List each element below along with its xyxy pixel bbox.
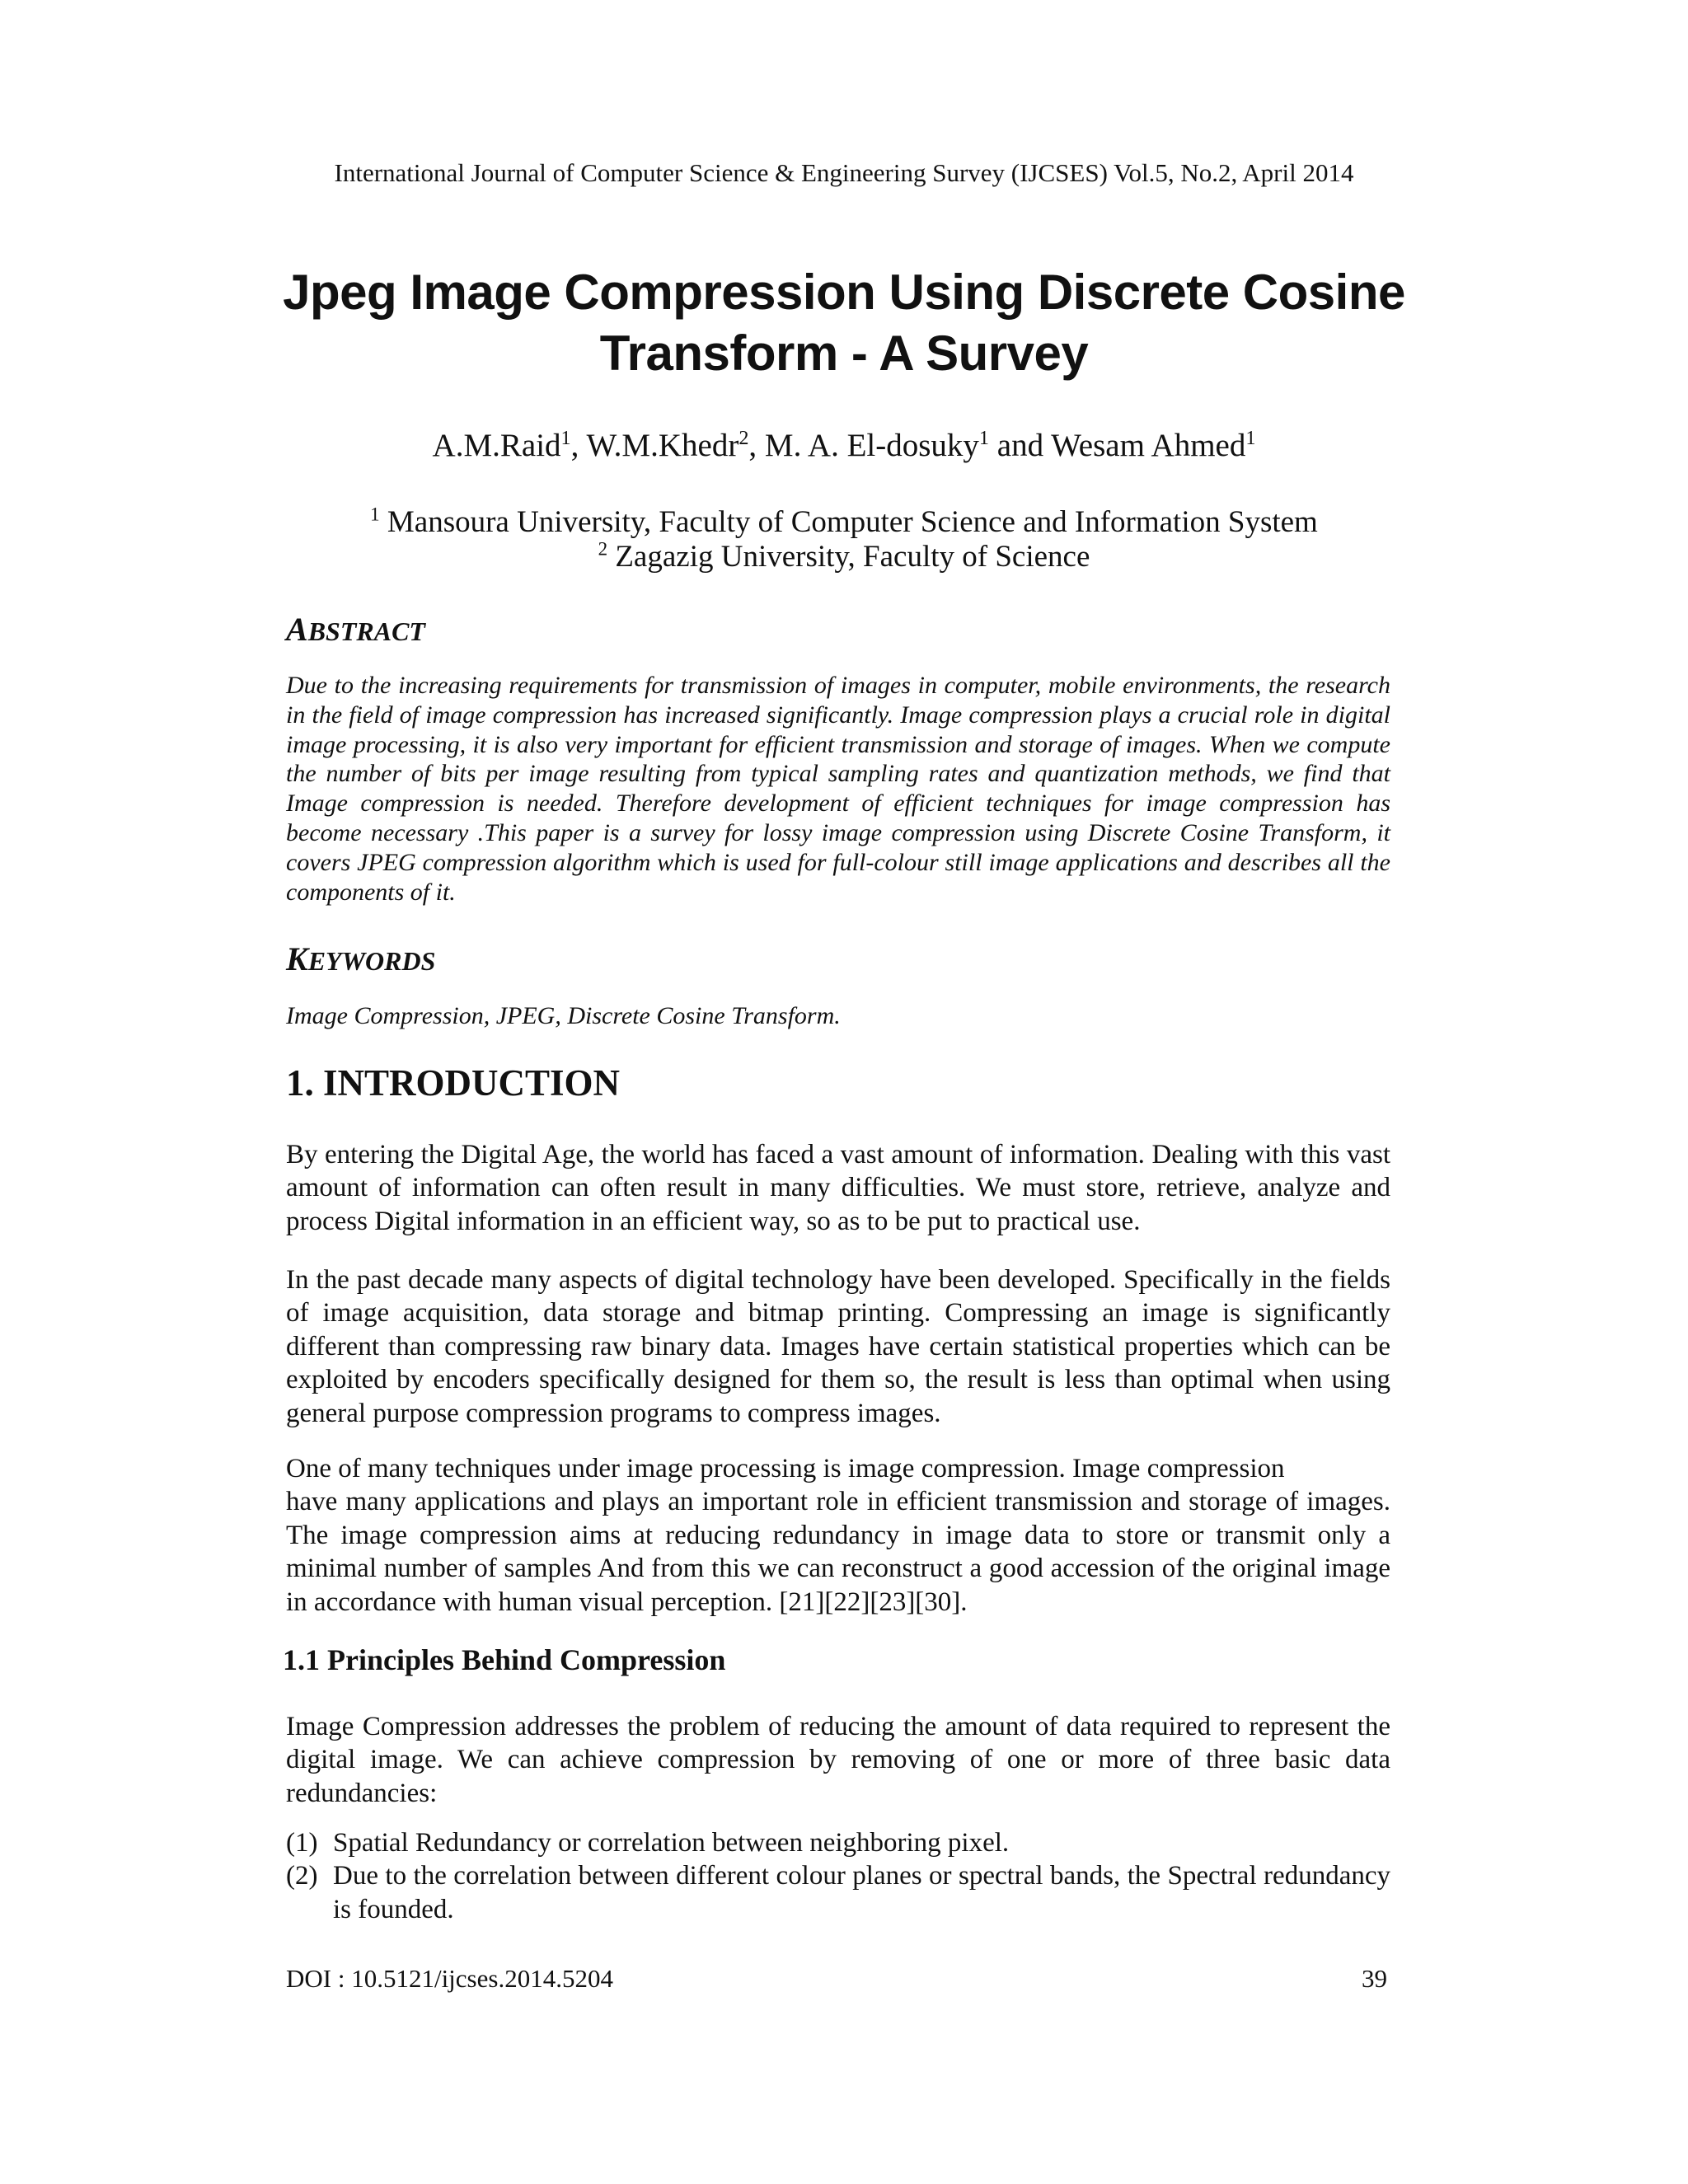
- page-number: 39: [1362, 1964, 1387, 1993]
- author-name: W.M.Khedr: [586, 428, 739, 463]
- intro-paragraph-3: [286, 1452, 1390, 1619]
- list-item: [286, 1859, 1390, 1926]
- affiliation-mark: 2: [598, 538, 608, 560]
- doi-footer: DOI : 10.5121/ijcses.2014.5204: [286, 1964, 613, 1993]
- author-separator: and: [989, 428, 1052, 463]
- author-name: A.M.Raid: [432, 428, 561, 463]
- author-affiliation-mark: 2: [738, 427, 749, 449]
- list-text: Spatial Redundancy or correlation between neighboring pixel.: [333, 1828, 1010, 1858]
- affiliation-1: [0, 504, 1688, 540]
- keywords-text: Image Compression, JPEG, Discrete Cosine Transform.: [286, 1002, 841, 1029]
- abstract-heading: ABSTRACT: [286, 611, 425, 648]
- intro-paragraph-2: In the past decade many aspects of digital technology have been developed. Specifically in the fields of image acquisition, data storage and bitmap printing. Compressing an image is significantly different than compressing raw binary data. Images have certain statistical properties which can be exploited by encoders specifically designed for them so, the result is less than optimal when using general purpose compression programs to compress images.: [286, 1265, 1390, 1428]
- list-text: Due to the correlation between different colour planes or spectral bands, the Spectral redundancy is founded.: [333, 1861, 1390, 1924]
- redundancy-list: [286, 1826, 1390, 1926]
- subsection-heading-principles: 1.1 Principles Behind Compression: [283, 1643, 726, 1676]
- affiliation-2: [0, 539, 1688, 574]
- list-item: [286, 1826, 1390, 1859]
- title-line-2: Transform - A Survey: [599, 326, 1089, 381]
- abstract-text: Due to the increasing requirements for transmission of images in computer, mobile environments, the research in the field of image compression has increased significantly. Image compression plays a crucial role in digital image processing, it is also very important for efficient transmission and storage of images. When we compute the number of bits per image resulting from typical sampling rates and quantization methods, we find that Image compression is needed. Therefore development of efficient techniques for image compression has become necessary .This paper is a survey for lossy image compression using Discrete Cosine Transform, it covers JPEG compression algorithm which is used for full-colour still image applications and describes all the components of it.: [286, 672, 1390, 906]
- keywords-heading: KEYWORDS: [286, 940, 436, 977]
- paper-title: [0, 262, 1688, 384]
- author-list: [0, 427, 1688, 464]
- title-line-1: Jpeg Image Compression Using Discrete Cosine: [283, 265, 1405, 320]
- section-heading-introduction: 1. INTRODUCTION: [286, 1062, 621, 1104]
- list-number: (1): [286, 1828, 318, 1858]
- author-name: Wesam Ahmed: [1051, 428, 1246, 463]
- author-affiliation-mark: 1: [978, 427, 990, 449]
- author-affiliation-mark: 1: [1245, 427, 1256, 449]
- author-separator: ,: [570, 428, 587, 463]
- affiliation-text: Mansoura University, Faculty of Computer Science and Information System: [387, 505, 1318, 539]
- author-name: M. A. El-dosuky: [764, 428, 979, 463]
- intro-paragraph-1: By entering the Digital Age, the world has faced a vast amount of information. Dealing with this vast amount of information can often result in many difficulties. We must store, retrieve, analyze and process Digital information in an efficient way, so as to be put to practical use.: [286, 1140, 1390, 1236]
- author-affiliation-mark: 1: [560, 427, 571, 449]
- affiliation-text: Zagazig University, Faculty of Science: [615, 540, 1090, 574]
- list-number: (2): [286, 1861, 318, 1891]
- paragraph-rest: have many applications and plays an important role in efficient transmission and storage of images. The image compression aims at reducing redundancy in image data to store or transmit only a minimal number of samples And from this we can reconstruct a good accession of the original image in accordance with human visual perception. [21][22][23][30].: [286, 1487, 1390, 1617]
- journal-header: International Journal of Computer Science & Engineering Survey (IJCSES) Vol.5, No.2, April 2014: [334, 158, 1354, 187]
- author-separator: ,: [748, 428, 765, 463]
- principles-paragraph-1: Image Compression addresses the problem of reducing the amount of data required to represent the digital image. We can achieve compression by removing of one or more of three basic data redundancies:: [286, 1712, 1390, 1808]
- affiliation-mark: 1: [370, 504, 380, 525]
- paragraph-line: One of many techniques under image processing is image compression. Image compression: [286, 1454, 1285, 1483]
